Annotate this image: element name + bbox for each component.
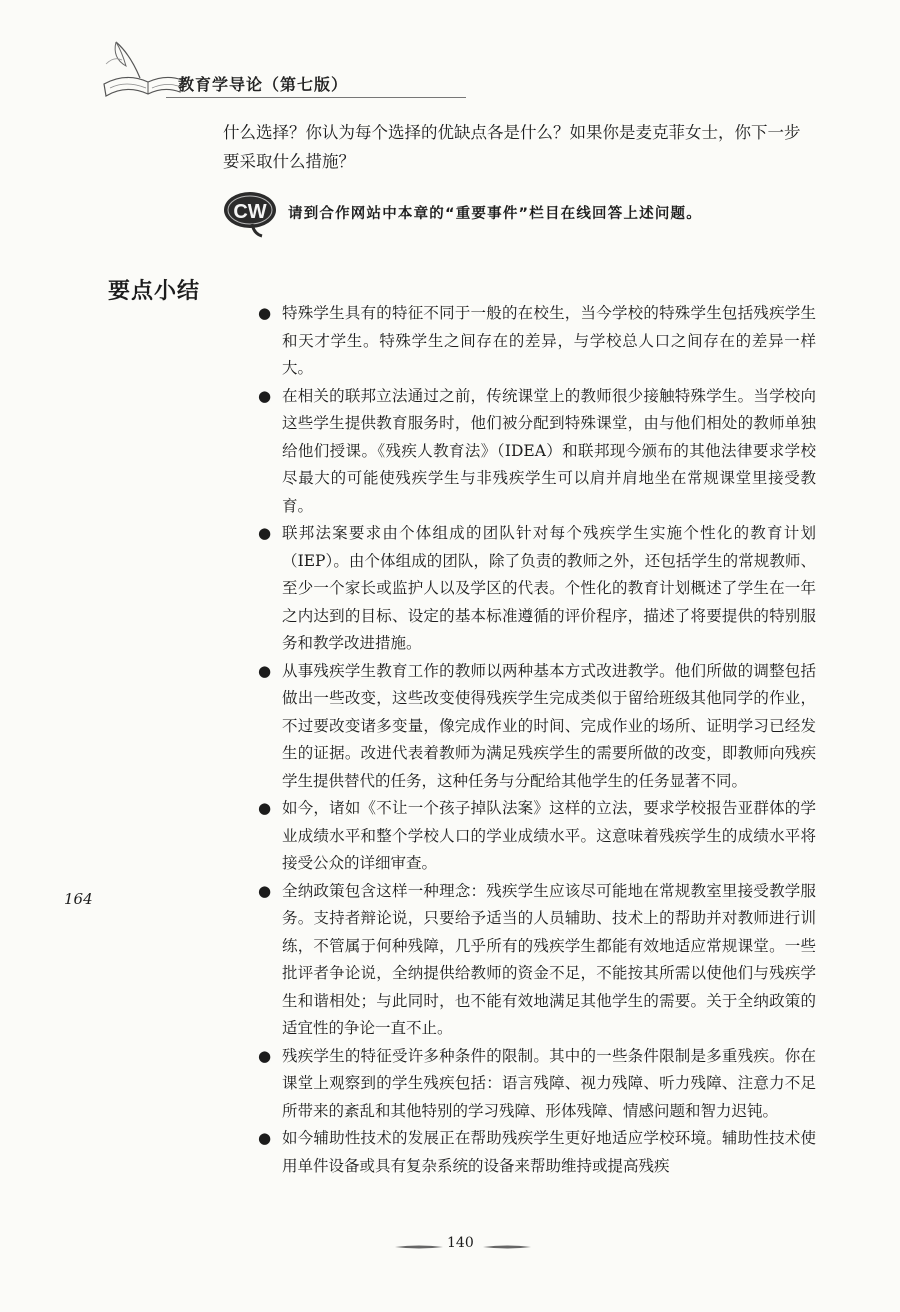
- bullet-icon: ●: [258, 386, 272, 405]
- footer-ornament-right-icon: [483, 1244, 531, 1250]
- list-item: [256, 658, 816, 796]
- page-number: 140: [447, 1235, 474, 1251]
- footer-ornament-left-icon: [395, 1244, 443, 1250]
- list-item: [256, 1125, 816, 1180]
- list-item: [256, 1043, 816, 1126]
- summary-text: 联邦法案要求由个体组成的团队针对每个残疾学生实施个性化的教育计划（IEP）。由个体组成的团队，除了负责的教师之外，还包括学生的常规教师、至少一个家长或监护人以及学区的代表。个性化的教育计划概述了学生在一年之内达到的目标、设定的基本标准遵循的评价程序，描述了将要提供的特别服务和教学改进措施。: [282, 524, 816, 652]
- list-item: [256, 795, 816, 878]
- bullet-icon: ●: [258, 1129, 272, 1147]
- header-rule: [166, 97, 466, 98]
- summary-text: 如今，诸如《不让一个孩子掉队法案》这样的立法，要求学校报告亚群体的学业成绩水平和整个学校人口的学业成绩水平。这意味着残疾学生的成绩水平将接受公众的详细审查。: [282, 799, 816, 872]
- summary-list: [256, 300, 816, 1180]
- summary-text: 残疾学生的特征受许多种条件的限制。其中的一些条件限制是多重残疾。你在课堂上观察到的学生残疾包括：语言残障、视力残障、听力残障、注意力不足所带来的紊乱和其他特别的学习残障、形体残障、情感问题和智力迟钝。: [282, 1046, 816, 1120]
- bullet-icon: ●: [258, 799, 272, 817]
- companion-website-note: [222, 188, 822, 238]
- list-item: [256, 383, 816, 521]
- bullet-icon: ●: [258, 661, 272, 680]
- book-quill-illustration: [96, 34, 186, 100]
- summary-text: 如今辅助性技术的发展正在帮助残疾学生更好地适应学校环境。辅助性技术使用单件设备或具有复杂系统的设备来帮助维持或提高残疾: [282, 1129, 816, 1175]
- bullet-icon: ●: [258, 881, 272, 900]
- summary-text: 在相关的联邦立法通过之前，传统课堂上的教师很少接触特殊学生。当学校向这些学生提供教育服务时，他们被分配到特殊课堂，由与他们相处的教师单独给他们授课。《残疾人教育法》（IDEA）和联邦现今颁布的其他法律要求学校尽最大的可能使残疾学生与非残疾学生可以肩并肩地坐在常规课堂里接受教育。: [282, 386, 816, 515]
- bullet-icon: ●: [258, 524, 272, 542]
- margin-page-number: 164: [64, 890, 93, 908]
- bullet-icon: ●: [258, 304, 272, 322]
- summary-text: 特殊学生具有的特征不同于一般的在校生，当今学校的特殊学生包括残疾学生和天才学生。特殊学生之间存在的差异，与学校总人口之间存在的差异一样大。: [282, 304, 816, 377]
- summary-text: 全纳政策包含这样一种理念：残疾学生应该尽可能地在常规教室里接受教学服务。支持者辩论说，只要给予适当的人员辅助、技术上的帮助并对教师进行训练，不管属于何种残障，几乎所有的残疾学生都能有效地适应常规课堂。一些批评者争论说，全纳提供给教师的资金不足，不能按其所需以使他们与残疾学生和谐相处；与此同时，也不能有效地满足其他学生的需要。关于全纳政策的适宜性的争论一直不止。: [282, 881, 816, 1037]
- summary-text: 从事残疾学生教育工作的教师以两种基本方式改进教学。他们所做的调整包括做出一些改变，这些改变使得残疾学生完成类似于留给班级其他同学的作业，不过要改变诸多变量，像完成作业的时间、完成作业的场所、证明学习已经发生的证据。改进代表着教师为满足残疾学生的需要所做的改变，即教师向残疾学生提供替代的任务，这种任务与分配给其他学生的任务显著不同。: [282, 661, 816, 790]
- header-title: 教育学导论（第七版）: [178, 75, 349, 94]
- list-item: [256, 520, 816, 658]
- page-footer: [395, 1235, 535, 1255]
- list-item: [256, 878, 816, 1043]
- intro-paragraph: 什么选择？你认为每个选择的优缺点各是什么？如果你是麦克菲女士，你下一步要采取什么措施？: [223, 123, 801, 171]
- cw-instruction: 请到合作网站中本章的“重要事件”栏目在线回答上述问题。: [288, 206, 702, 222]
- section-title: 要点小结: [108, 279, 201, 304]
- cw-icon-label: CW: [233, 201, 267, 223]
- list-item: [256, 300, 816, 383]
- bullet-icon: ●: [258, 1046, 272, 1065]
- cw-icon: [222, 188, 278, 238]
- running-header: [96, 34, 516, 104]
